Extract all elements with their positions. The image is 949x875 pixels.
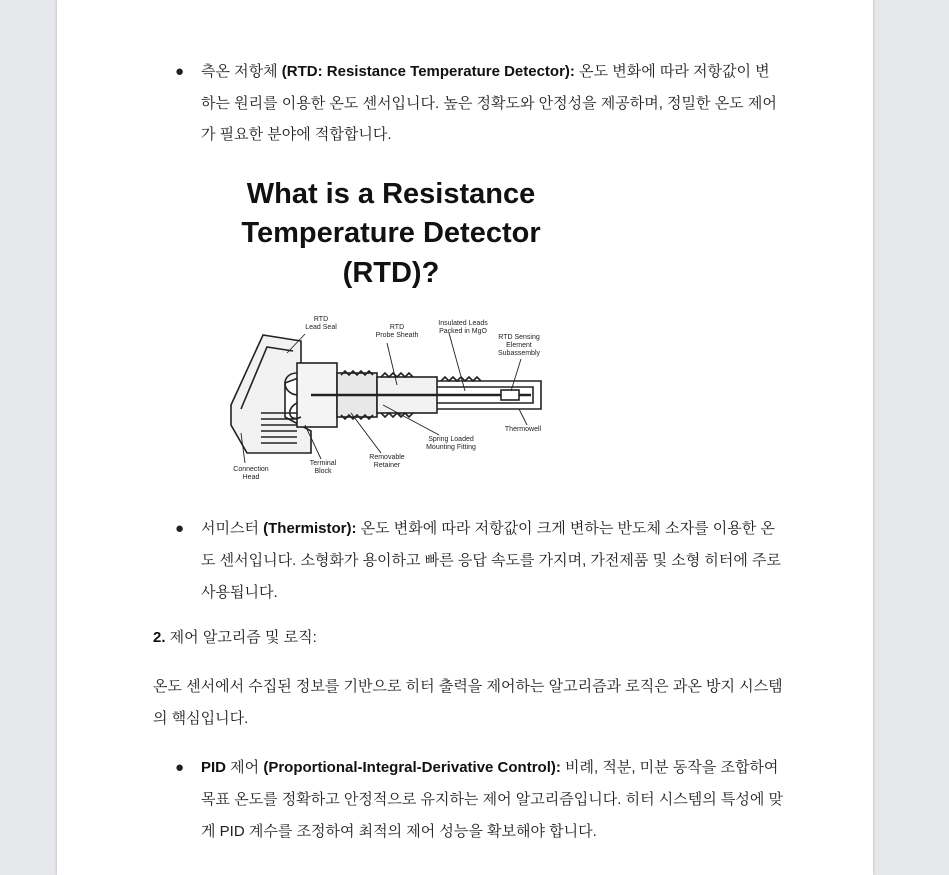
- rtd-text: 온도 변화에 따라 저항값이 변하는 원리를 이용한 온도 센서입니다. 높은 정확도와 안정성을 제공하며, 정밀한 온도 제어가 필요한 분야에 적합합니다.: [201, 63, 777, 144]
- label-probe-sheath-2: Probe Sheath: [375, 332, 419, 340]
- section-number: 2.: [153, 629, 166, 647]
- label-thermowell: Thermowell: [504, 426, 542, 434]
- section-intro-paragraph: 온도 센서에서 수집된 정보를 기반으로 히터 출력을 제어하는 알고리즘과 로직은 과온 방지 시스템의 핵심입니다.: [153, 678, 783, 728]
- label-terminal-2: Block: [314, 468, 332, 476]
- rtd-figure: [201, 163, 553, 495]
- label-spring-2: Mounting Fitting: [426, 444, 476, 452]
- rtd-prefix: 측온 저항체: [201, 63, 282, 80]
- figure-title-line2: Temperature Detector: [241, 217, 541, 250]
- pid-text-pid: PID: [219, 822, 245, 840]
- thermistor-prefix: 서미스터: [201, 520, 264, 538]
- label-sensing-1: RTD Sensing: [498, 334, 540, 342]
- label-connection-1: Connection: [233, 466, 269, 474]
- bullet-dot: ●: [175, 520, 185, 538]
- section-title: 제어 알고리즘 및 로직:: [165, 629, 317, 647]
- document-page: [57, 0, 873, 875]
- label-spring-1: Spring Loaded: [428, 436, 474, 444]
- bullet-dot: ●: [175, 63, 185, 80]
- pid-term-1: PID: [201, 759, 227, 777]
- label-lead-seal-2: Lead Seal: [305, 324, 337, 332]
- pid-term-2: (Proportional-Integral-Derivative Control):: [263, 759, 561, 777]
- thermistor-text: 온도 변화에 따라 저항값이 크게 변하는 반도체 소자를 이용한 온도 센서입니다. 소형화가 용이하고 빠른 응답 속도를 가지며, 가전제품 및 소형 히터에 주로 사용됩니다.: [201, 520, 781, 601]
- label-terminal-1: Terminal: [309, 460, 337, 468]
- document-content: [153, 56, 783, 847]
- pid-text-2: 계수를 조정하여 최적의 제어 성능을 확보해야 합니다.: [244, 822, 597, 840]
- label-sensing-2: Element: [506, 342, 532, 350]
- figure-title-line1: What is a Resistance: [246, 178, 536, 211]
- rtd-diagram: [201, 163, 553, 495]
- list-item-pid: [153, 752, 783, 847]
- pid-text-1: 비례, 적분, 미분 동작을 조합하여 목표 온도를 정확하고 안정적으로 유지하는 제어 알고리즘입니다. 히터 시스템의 특성에 맞게: [201, 759, 783, 840]
- label-sensing-3: Subassembly: [497, 350, 541, 358]
- label-lead-seal-1: RTD: [313, 316, 329, 324]
- label-insulated-1: Insulated Leads: [438, 320, 488, 328]
- list-item-rtd: [153, 56, 783, 151]
- label-insulated-2: Packed in MgO: [439, 328, 487, 336]
- pid-mid: 제어: [226, 759, 264, 777]
- thermistor-term: (Thermistor):: [263, 520, 357, 538]
- section-heading-2: [153, 622, 783, 654]
- label-removable-2: Retainer: [373, 462, 401, 470]
- bullet-dot: ●: [175, 759, 185, 777]
- label-removable-1: Removable: [369, 454, 405, 462]
- label-probe-sheath-1: RTD: [389, 324, 405, 332]
- label-connection-2: Head: [242, 474, 260, 482]
- rtd-term: (RTD: Resistance Temperature Detector):: [281, 63, 575, 80]
- figure-title-line3: (RTD)?: [342, 257, 440, 290]
- list-item-thermistor: [153, 513, 783, 608]
